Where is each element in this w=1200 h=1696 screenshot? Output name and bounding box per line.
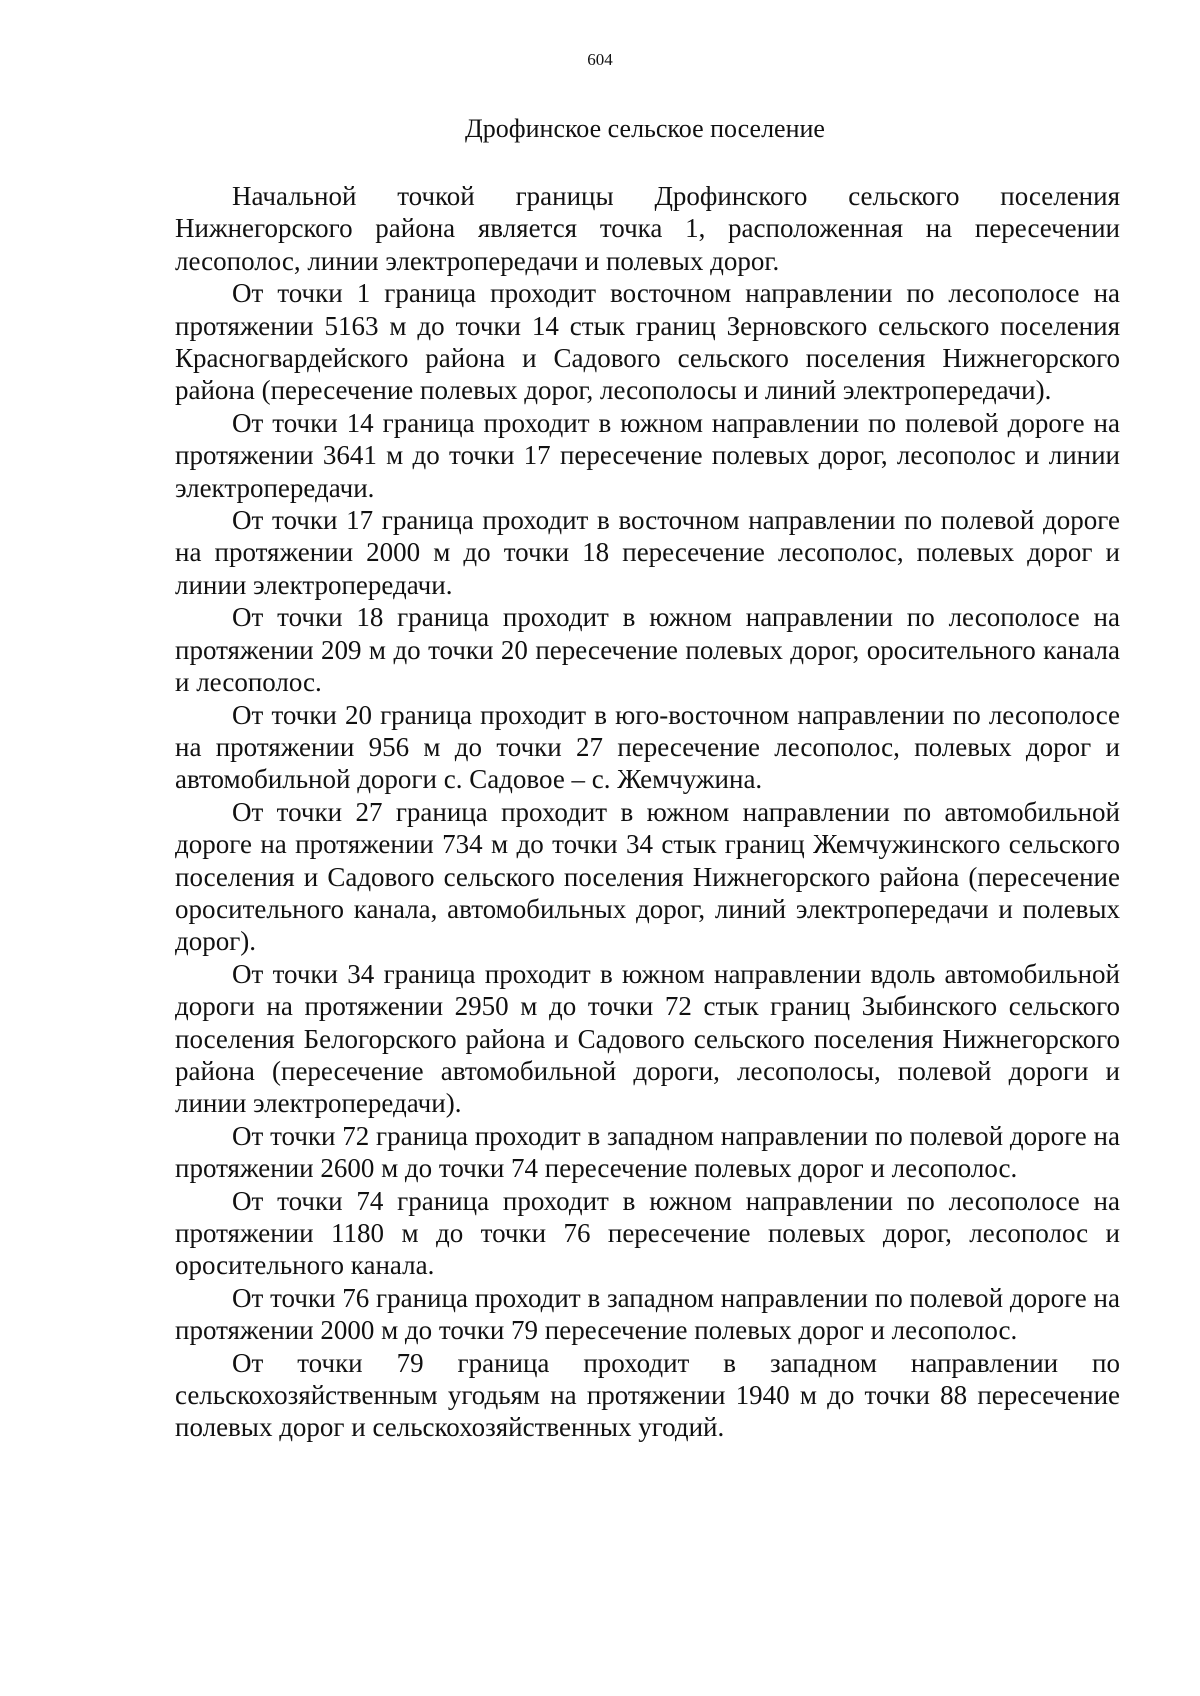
document-body: [175, 180, 1120, 1444]
paragraph-8: От точки 34 граница проходит в южном направлении вдоль автомобильной дороги на протяжении 2950 м до точки 72 стык границ Зыбинского сельского поселения Белогорского района и Садового сельского поселения Нижнегорского района (пересечение автомобильной дороги, лесополосы, полевой дороги и линии электропередачи).: [175, 958, 1120, 1119]
section-title: Дрофинское сельское поселение: [465, 114, 825, 143]
paragraph-10: От точки 74 граница проходит в южном направлении по лесополосе на протяжении 1180 м до точки 76 пересечение полевых дорог, лесополос и оросительного канала.: [175, 1185, 1120, 1281]
paragraph-7: От точки 27 граница проходит в южном направлении по автомобильной дороге на протяжении 734 м до точки 34 стык границ Жемчужинского сельского поселения и Садового сельского поселения Нижнегорского района (пересечение оросительного канала, автомобильных дорог, линий электропередачи и полевых дорог).: [175, 796, 1120, 957]
page-number: 604: [587, 50, 613, 69]
paragraph-5: От точки 18 граница проходит в южном направлении по лесополосе на протяжении 209 м до точки 20 пересечение полевых дорог, оросительного канала и лесополос.: [175, 602, 1120, 698]
paragraph-3: От точки 14 граница проходит в южном направлении по полевой дороге на протяжении 3641 м до точки 17 пересечение полевых дорог, лесополос и линии электропередачи.: [175, 407, 1120, 503]
paragraph-11: От точки 76 граница проходит в западном направлении по полевой дороге на протяжении 2000 м до точки 79 пересечение полевых дорог и лесополос.: [175, 1282, 1120, 1346]
paragraph-1: Начальной точкой границы Дрофинского сельского поселения Нижнегорского района является точка 1, расположенная на пересечении лесополос, линии электропередачи и полевых дорог.: [175, 181, 1120, 276]
paragraph-2: От точки 1 граница проходит восточном направлении по лесополосе на протяжении 5163 м до точки 14 стык границ Зерновского сельского поселения Красногвардейского района и Садового сельского поселения Нижнегорского района (пересечение полевых дорог, лесополосы и линий электропередачи).: [175, 278, 1120, 406]
paragraph-4: От точки 17 граница проходит в восточном направлении по полевой дороге на протяжении 2000 м до точки 18 пересечение лесополос, полевых дорог и линии электропередачи.: [175, 505, 1120, 600]
paragraph-9: От точки 72 граница проходит в западном направлении по полевой дороге на протяжении 2600 м до точки 74 пересечение полевых дорог и лесополос.: [175, 1120, 1120, 1184]
paragraph-12: От точки 79 граница проходит в западном направлении по сельскохозяйственным угодьям на протяжении 1940 м до точки 88 пересечение полевых дорог и сельскохозяйственных угодий.: [175, 1347, 1120, 1443]
paragraph-6: От точки 20 граница проходит в юго-восточном направлении по лесополосе на протяжении 956 м до точки 27 пересечение лесополос, полевых дорог и автомобильной дороги с. Садовое – с. Жемчужина.: [175, 699, 1120, 795]
